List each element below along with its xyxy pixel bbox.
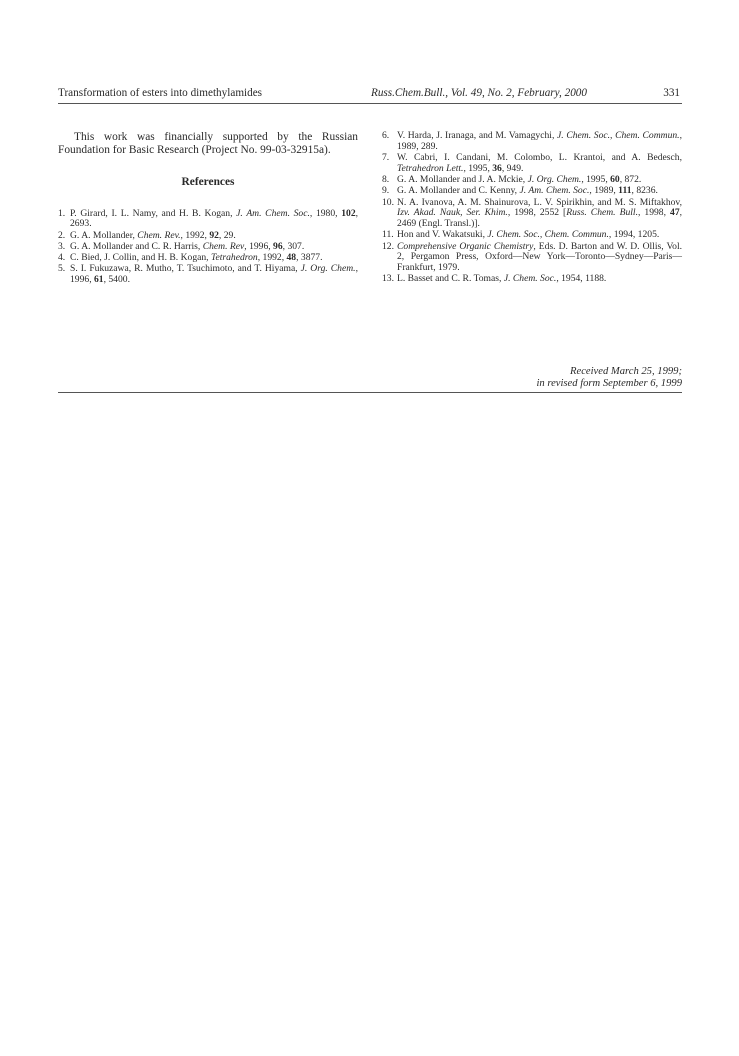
page-number: 331	[663, 87, 680, 99]
reference-text: , 8236.	[631, 185, 658, 197]
reference-text: , Eds. D. Barton and W. D. Ollis, Vol. 2, Pergamon Press, Oxford—New York—Toronto—Sydney—Paris—Frankfurt, 1979.	[397, 240, 683, 273]
reference-number: 3.	[58, 240, 66, 252]
reference-text: , 2469 (Engl. Transl.)].	[397, 207, 683, 229]
reference-item	[58, 231, 358, 242]
reference-text: , 1992,	[180, 229, 210, 241]
reference-number: 4.	[58, 252, 66, 264]
end-rule	[58, 392, 682, 393]
reference-text: G. A. Mollander and C. Kenny,	[397, 185, 520, 197]
reference-text: J. Chem. Soc., Chem. Commun.	[487, 229, 609, 241]
reference-text: 96	[273, 240, 283, 252]
reference-number: 13.	[382, 273, 394, 285]
reference-text: P. Girard, I. L. Namy, and H. B. Kogan,	[70, 207, 237, 219]
reference-text: , 872.	[619, 174, 642, 185]
reference-number: 2.	[58, 229, 66, 241]
reference-item	[382, 274, 682, 285]
reference-text: , 307.	[282, 240, 305, 252]
reference-text: Chem. Rev.	[137, 229, 181, 241]
running-header	[58, 86, 682, 100]
reference-text: J. Org. Chem.	[527, 174, 582, 185]
reference-number: 12.	[382, 240, 394, 252]
reference-item	[58, 209, 358, 230]
reference-text: J. Org. Chem.	[300, 263, 356, 275]
reference-text: S. I. Fukuzawa, R. Mutho, T. Tsuchimoto, and T. Hiyama,	[70, 263, 301, 275]
reference-number: 9.	[382, 185, 390, 197]
acknowledgment: This work was financially supported by the Russian Foundation for Basic Research (Project No. 99-03-32915a).	[58, 131, 358, 157]
reference-text: Russ. Chem. Bull.	[566, 207, 638, 219]
article-short-title: Transformation of esters into dimethylamides	[58, 87, 263, 99]
reference-number: 8.	[382, 174, 390, 185]
reference-text: , 1995,	[463, 162, 493, 174]
left-column	[58, 131, 358, 286]
reference-text: G. A. Mollander and C. R. Harris,	[70, 240, 203, 252]
header-rule	[58, 103, 682, 104]
reference-text: , 29.	[218, 229, 236, 241]
reference-text: W. Cabri, I. Candani, M. Colombo, L. Krantoi, and A. Bedesch,	[397, 152, 682, 163]
right-column	[382, 131, 682, 286]
reference-list-left	[58, 209, 358, 286]
references-heading: References	[181, 175, 235, 188]
reference-text: , 1989, 289.	[397, 130, 682, 152]
reference-text: V. Harda, J. Iranaga, and M. Vamagychi,	[397, 130, 558, 141]
reference-text: Tetrahedron	[210, 252, 258, 264]
reference-item	[382, 153, 682, 174]
reference-text: L. Basset and C. R. Tomas,	[397, 273, 504, 285]
reference-list-right	[382, 131, 682, 285]
reference-text: Izv. Akad. Nauk, Ser. Khim.	[397, 207, 508, 219]
reference-text: Chem. Rev	[202, 240, 245, 252]
reference-text: G. A. Mollander,	[70, 229, 138, 241]
reference-text: Comprehensive Organic Chemistry	[397, 240, 534, 252]
reference-number: 5.	[58, 263, 66, 275]
reference-text: J. Am. Chem. Soc.	[236, 207, 310, 219]
reference-text: , 1996,	[70, 263, 358, 286]
reference-item	[58, 253, 358, 264]
reference-text: 36	[492, 162, 502, 174]
reference-text: , 5400.	[103, 274, 130, 286]
reference-text: , 1998, 2552 [	[507, 207, 567, 219]
reference-number: 10.	[382, 196, 394, 208]
reference-text: , 1996,	[244, 240, 274, 252]
reference-text: G. A. Mollander and J. A. Mckie,	[397, 174, 528, 185]
reference-text: 48	[286, 252, 297, 264]
reference-text: 60	[610, 174, 620, 185]
reference-text: , 3877.	[296, 252, 323, 264]
reference-text: J. Am. Chem. Soc.	[519, 185, 590, 197]
reference-text: , 1995,	[581, 174, 611, 185]
reference-number: 1.	[58, 207, 66, 219]
revised-date: in revised form September 6, 1999	[536, 378, 682, 389]
reference-text: , 1954, 1188.	[556, 273, 607, 285]
reference-item	[382, 242, 682, 274]
reference-text: 111	[618, 185, 632, 197]
reference-item	[382, 230, 682, 241]
reference-item	[382, 175, 682, 186]
reference-text: , 949.	[501, 162, 524, 174]
reference-number: 11.	[382, 229, 394, 241]
reference-text: J. Chem. Soc.	[503, 273, 557, 285]
reference-number: 7.	[382, 152, 390, 163]
reference-text: , 2693.	[70, 207, 359, 230]
reference-text: Tetrahedron Lett.	[397, 162, 464, 174]
reference-text: , 1989,	[589, 185, 619, 197]
reference-text: C. Bied, J. Collin, and H. B. Kogan,	[70, 252, 211, 264]
reference-text: Hon and V. Wakatsuki,	[397, 229, 488, 241]
journal-citation: Russ.Chem.Bull., Vol. 49, No. 2, February, 2000	[371, 87, 587, 99]
reference-item	[58, 242, 358, 253]
reference-number: 6.	[382, 130, 390, 141]
reference-text: , 1998,	[638, 207, 671, 219]
received-date: Received March 25, 1999;	[570, 366, 682, 377]
reference-text: , 1980,	[309, 207, 342, 219]
reference-text: 61	[93, 274, 104, 286]
reference-text: , 1994, 1205.	[608, 229, 660, 241]
reference-text: , 1992,	[257, 252, 287, 264]
reference-text: J. Chem. Soc., Chem. Commun.	[557, 130, 680, 141]
reference-item	[58, 264, 358, 285]
reference-text: 102	[341, 207, 356, 219]
reference-item	[382, 131, 682, 152]
reference-item	[382, 198, 682, 230]
reference-text: N. A. Ivanova, A. M. Shainurova, L. V. Spirikhin, and M. S. Miftakhov,	[397, 196, 682, 208]
reference-text: 47	[670, 207, 680, 219]
reference-item	[382, 186, 682, 197]
received-dates	[536, 366, 682, 390]
reference-text: 92	[209, 229, 219, 241]
